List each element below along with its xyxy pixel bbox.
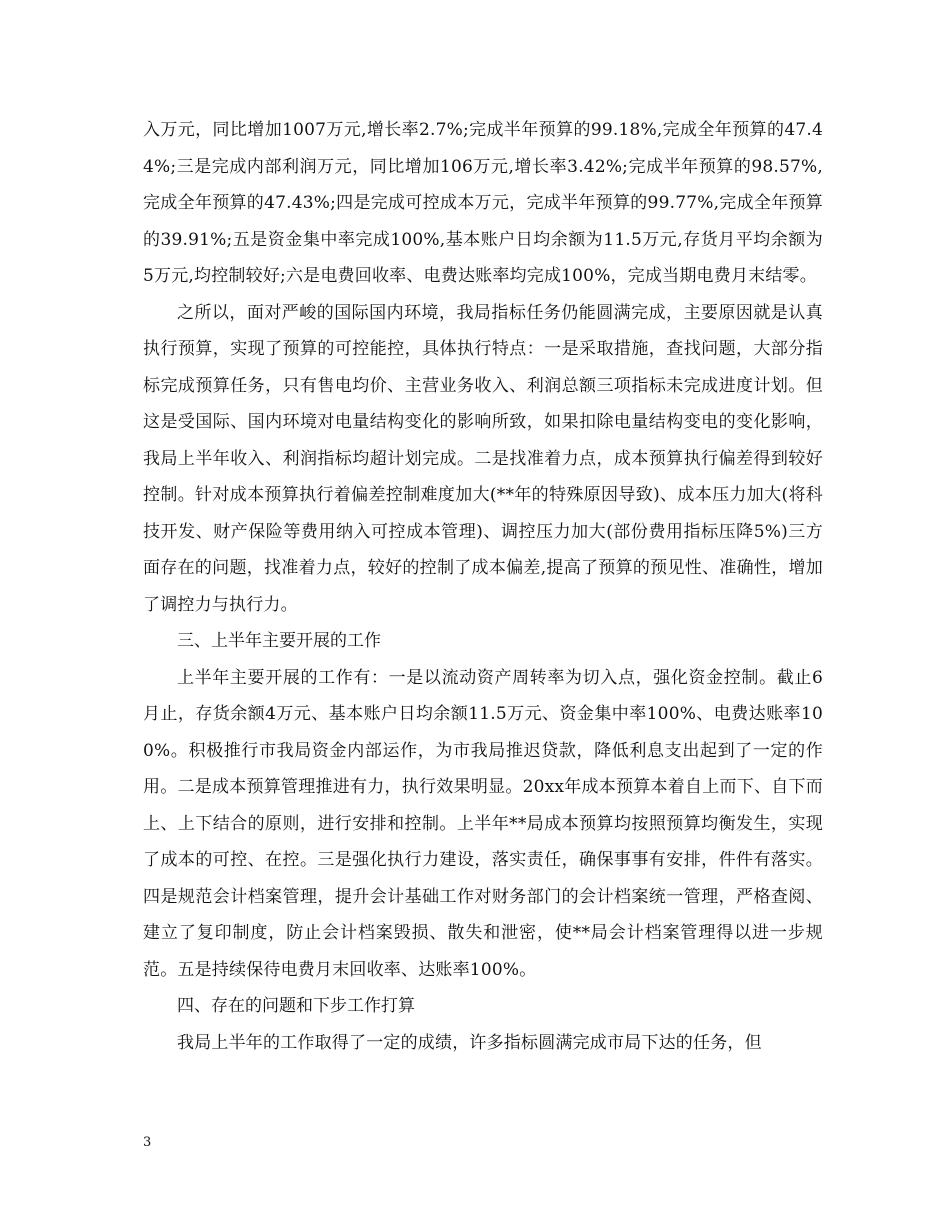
page-number: 3: [143, 1135, 152, 1150]
paragraph-problems-intro: 我局上半年的工作取得了一定的成绩，许多指标圆满完成市局下达的任务，但: [177, 1032, 762, 1053]
paragraph-budget-execution: 之所以，面对严峻的国际国内环境，我局指标任务仍能圆满完成，主要原因就是认真执行预算，实现了预算的可控能控，具体执行特点：一是采取措施，查找问题，大部分指标完成预算任务，只有售电均价、主营业务收入、利润总额三项指标未完成进度计划。但这是受国际、国内环境对电量结构变化的影响所致，如果扣除电量结构变电的变化影响，我局上半年收入、利润指标均超计划完成。二是找准着力点，成本预算执行偏差得到较好控制。针对成本预算执行着偏差控制难度加大(**年的特殊原因导致)、成本压力加大(将科技开发、财产保险等费用纳入可控成本管理)、调控压力加大(部份费用指标压降5%)三方面存在的问题，找准着力点，较好的控制了成本偏差,提高了预算的预见性、准确性，增加了调控力与执行力。: [143, 302, 823, 615]
body-text: [143, 112, 823, 1061]
section-heading-main-work: 三、上半年主要开展的工作: [177, 631, 381, 651]
paragraph-budget-completion: 入万元，同比增加1007万元,增长率2.7%;完成半年预算的99.18%,完成全年预算的47.44%;三是完成内部利润万元，同比增加106万元,增长率3.42%;完成半年预算的98.57%,完成全年预算的47.43%;四是完成可控成本万元，完成半年预算的99.77%,完成全年预算的39.91%;五是资金集中率完成100%,基本账户日均余额为11.5万元,存货月平均余额为5万元,均控制较好;六是电费回收率、电费达账率均完成100%，完成当期电费月末结零。: [143, 120, 823, 286]
section-heading-problems-plans: 四、存在的问题和下步工作打算: [177, 996, 415, 1016]
paragraph-main-work: 上半年主要开展的工作有：一是以流动资产周转率为切入点，强化资金控制。截止6月止，存货余额4万元、基本账户日均余额11.5万元、资金集中率100%、电费达账率100%。积极推行市我局资金内部运作，为市我局推迟贷款，降低利息支出起到了一定的作用。二是成本预算管理推进有力，执行效果明显。20xx年成本预算本着自上而下、自下而上、上下结合的原则，进行安排和控制。上半年**局成本预算均按照预算均衡发生，实现了成本的可控、在控。三是强化执行力建设，落实责任，确保事事有安排，件件有落实。四是规范会计档案管理，提升会计基础工作对财务部门的会计档案统一管理，严格查阅、建立了复印制度，防止会计档案毁损、散失和泄密，使**局会计档案管理得以进一步规范。五是持续保待电费月末回收率、达账率100%。: [143, 667, 823, 980]
